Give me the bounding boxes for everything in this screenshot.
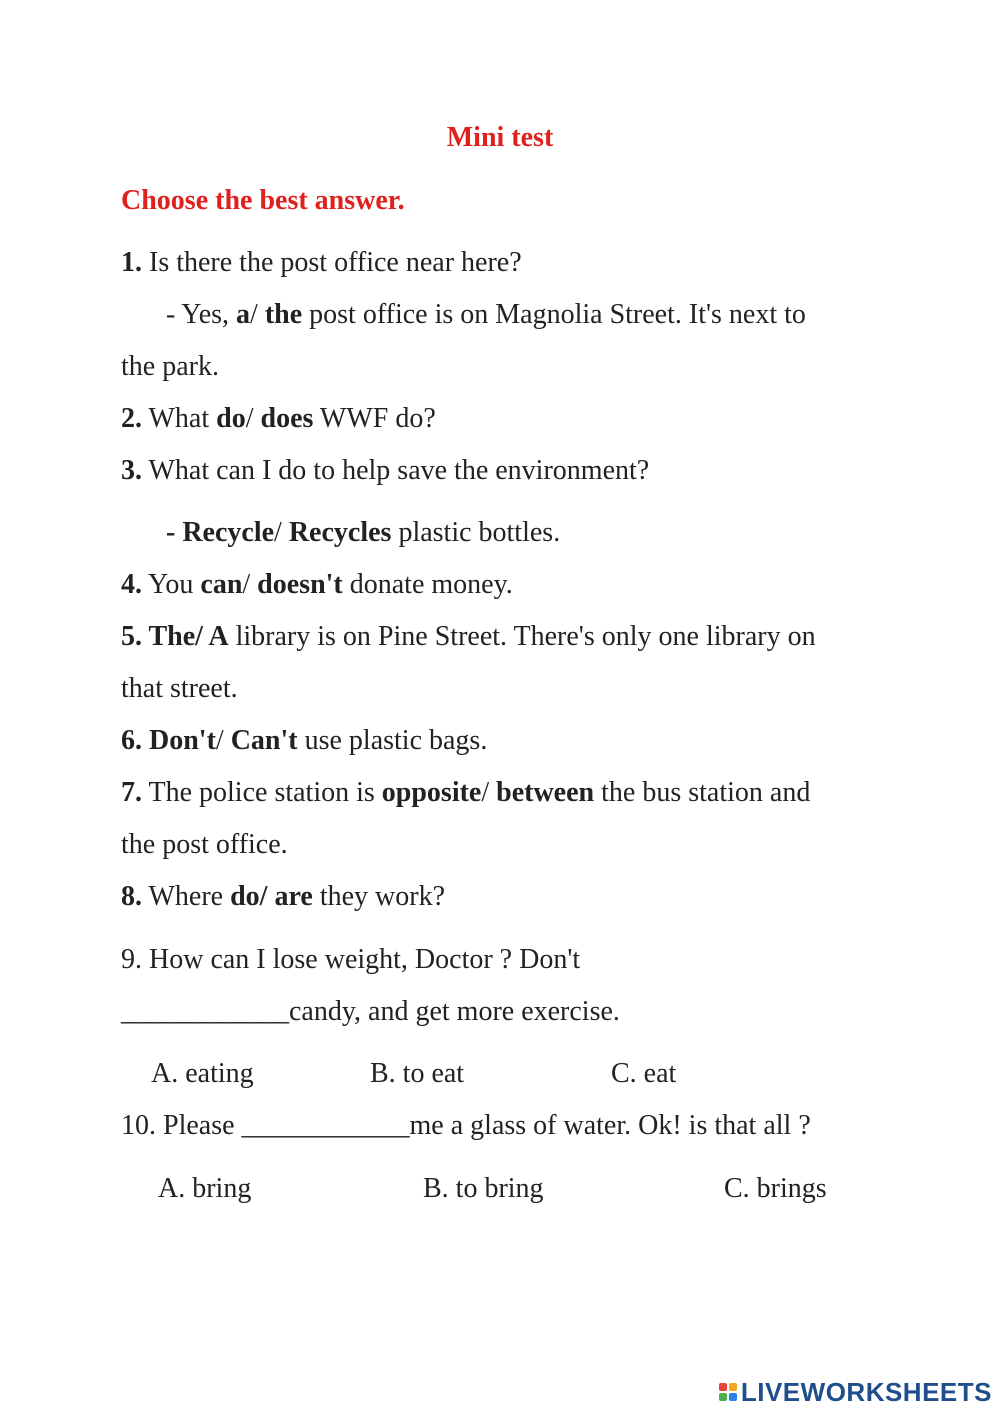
question-5-cont: that street.: [121, 673, 238, 704]
q10-option-c[interactable]: C. brings: [724, 1173, 827, 1204]
question-2: [121, 402, 436, 436]
question-10: 10. Please ____________me a glass of water. Ok! is that all ?: [121, 1110, 811, 1141]
question-number: 3.: [121, 455, 142, 486]
question-number: 5.: [121, 621, 142, 652]
question-text: Where: [142, 881, 231, 912]
separator: /: [215, 725, 231, 756]
question-6: [121, 724, 487, 758]
answer-rest: plastic bottles.: [391, 517, 561, 548]
question-1-answer-cont: the park.: [121, 351, 219, 382]
question-3-answer: [166, 516, 560, 550]
q9-option-c[interactable]: C. eat: [611, 1058, 677, 1089]
question-1: [121, 246, 522, 280]
question-text: The police station is: [142, 777, 382, 808]
question-number: 4.: [121, 569, 142, 600]
option-recycle[interactable]: - Recycle: [166, 517, 275, 548]
option-can[interactable]: can: [200, 569, 243, 600]
q9-option-b[interactable]: B. to eat: [370, 1058, 465, 1089]
question-7: [121, 776, 810, 810]
option-the[interactable]: the: [264, 299, 303, 330]
q10-option-a[interactable]: A. bring: [158, 1173, 252, 1204]
question-text: What can I do to help save the environment?: [142, 455, 650, 486]
question-1-answer: [166, 298, 806, 332]
q10-option-b[interactable]: B. to bring: [423, 1173, 544, 1204]
question-text: use plastic bags.: [297, 725, 488, 756]
question-4: [121, 568, 513, 602]
option-opposite[interactable]: opposite: [381, 777, 482, 808]
option-do[interactable]: do: [216, 403, 246, 434]
option-between[interactable]: between: [496, 777, 595, 808]
instruction: Choose the best answer.: [121, 185, 405, 216]
question-8: [121, 880, 445, 914]
option-dont[interactable]: Don't: [142, 725, 216, 756]
question-text: You: [142, 569, 201, 600]
question-text-end: donate money.: [342, 569, 513, 600]
separator: /: [481, 777, 497, 808]
separator: /: [274, 517, 289, 548]
question-5: [121, 620, 816, 654]
question-7-cont: the post office.: [121, 829, 288, 860]
separator: /: [242, 569, 258, 600]
question-number: 8.: [121, 881, 142, 912]
separator: /: [245, 403, 261, 434]
logo-blocks-icon: [719, 1383, 737, 1401]
question-text-end: the bus station and: [594, 777, 811, 808]
question-3: [121, 454, 649, 488]
question-text-end: WWF do?: [313, 403, 436, 434]
question-text: What: [142, 403, 217, 434]
option-does[interactable]: does: [260, 403, 314, 434]
question-text: library is on Pine Street. There's only one library on: [228, 621, 816, 652]
question-number: 1.: [121, 247, 142, 278]
option-cant[interactable]: Can't: [230, 725, 298, 756]
question-number: 6.: [121, 725, 142, 756]
options-the-a[interactable]: The/ A: [142, 621, 229, 652]
question-9: 9. How can I lose weight, Doctor ? Don't: [121, 944, 581, 975]
separator: /: [250, 299, 265, 330]
page-title: Mini test: [446, 122, 554, 153]
question-number: 2.: [121, 403, 142, 434]
option-recycles[interactable]: Recycles: [288, 517, 392, 548]
question-text-end: they work?: [312, 881, 445, 912]
option-a[interactable]: a: [236, 299, 251, 330]
logo-text: LIVEWORKSHEETS: [740, 1376, 992, 1407]
question-text: Is there the post office near here?: [142, 247, 522, 278]
q9-option-a[interactable]: A. eating: [151, 1058, 254, 1089]
liveworksheets-logo: [719, 1377, 992, 1407]
question-9-cont: ____________candy, and get more exercise.: [121, 996, 620, 1027]
option-doesnt[interactable]: doesn't: [257, 569, 343, 600]
answer-prefix: - Yes,: [166, 299, 237, 330]
question-number: 7.: [121, 777, 142, 808]
options-do-are[interactable]: do/ are: [230, 881, 313, 912]
answer-rest: post office is on Magnolia Street. It's next to: [302, 299, 806, 330]
